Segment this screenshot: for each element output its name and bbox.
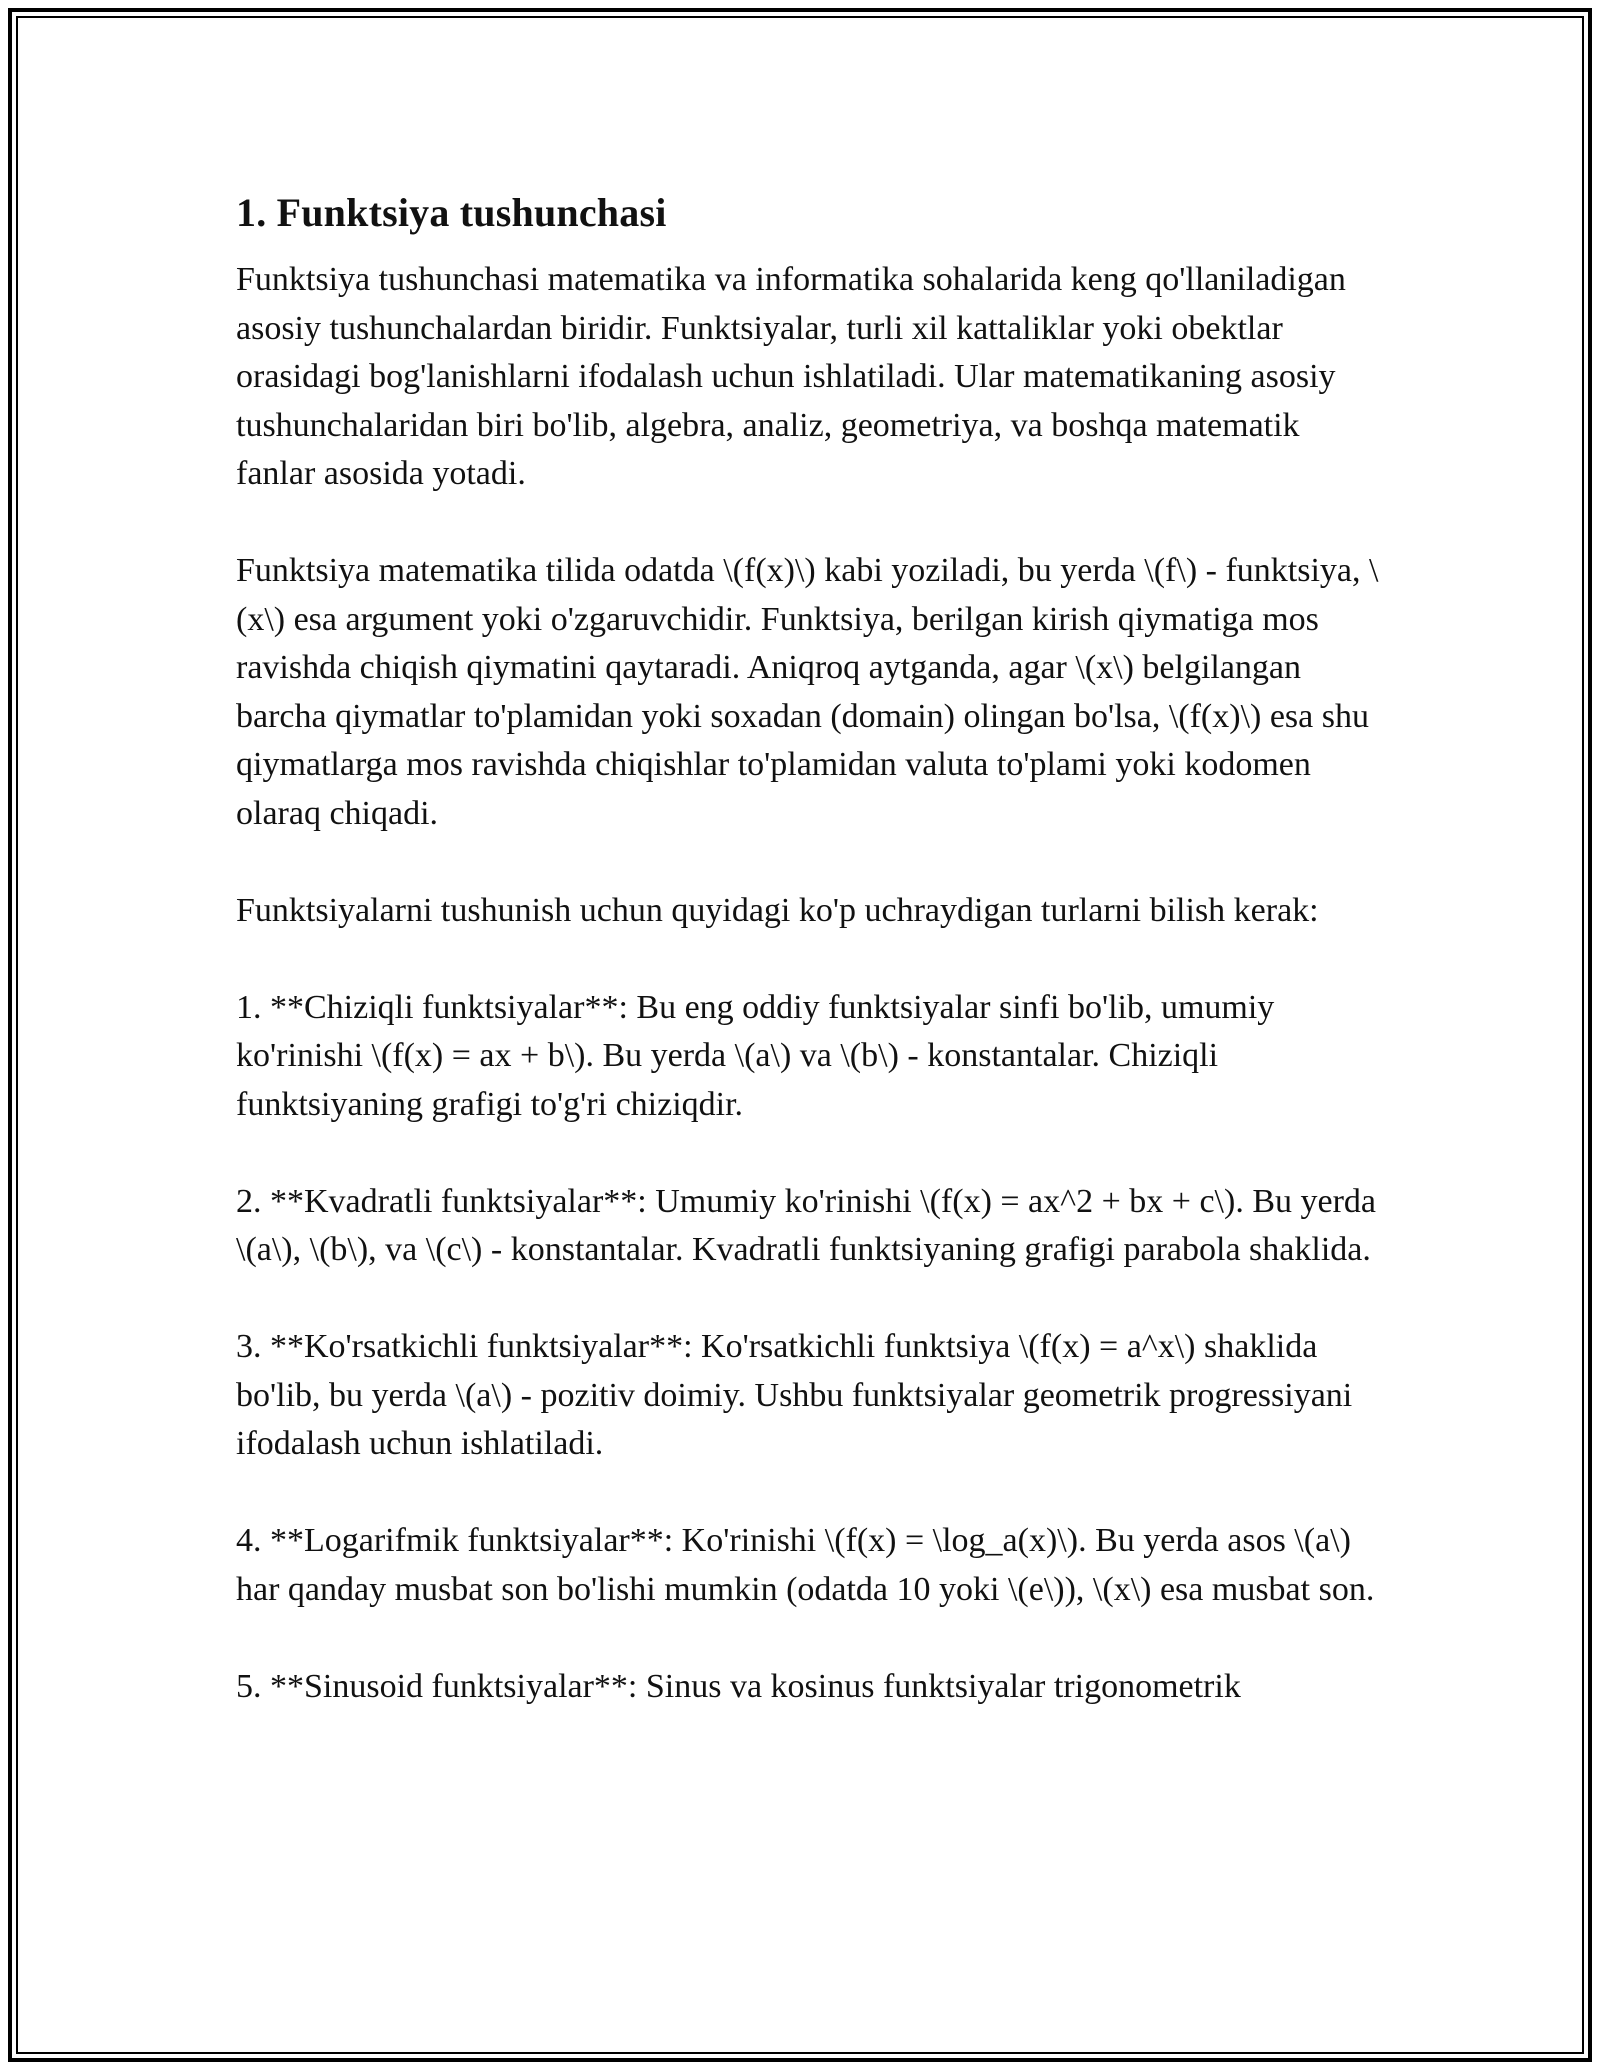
list-item-exponential: 3. **Ko'rsatkichli funktsiyalar**: Ko'rsatkichli funktsiya \(f(x) = a^x\) shaklida bo'lib, bu yerda \(a\) - pozitiv doimiy. Ushbu funktsiyalar geometrik progressiyani ifodalash uchun ishlatiladi. xyxy=(236,1328,1353,1462)
list-item-quadratic: 2. **Kvadratli funktsiyalar**: Umumiy ko'rinishi \(f(x) = ax^2 + bx + c\). Bu yerda \(a\), \(b\), va \(c\) - konstantalar. Kvadratli funktsiyaning grafigi parabola shaklida. xyxy=(236,1182,1376,1268)
list-item-logarithmic: 4. **Logarifmik funktsiyalar**: Ko'rinishi \(f(x) = \log_a(x)\). Bu yerda asos \(a\) har qanday musbat son bo'lishi mumkin (odatda 10 yoki \(e\)), \(x\) esa musbat son. xyxy=(236,1522,1375,1608)
list-item-linear: 1. **Chiziqli funktsiyalar**: Bu eng oddiy funktsiyalar sinfi bo'lib, umumiy ko'rinishi \(f(x) = ax + b\). Bu yerda \(a\) va \(b\) - konstantalar. Chiziqli funktsiyaning grafigi to'g'ri chiziqdir. xyxy=(236,988,1275,1123)
list-item-sinusoidal: 5. **Sinusoid funktsiyalar**: Sinus va kosinus funktsiyalar trigonometrik xyxy=(236,1667,1241,1705)
document-body xyxy=(236,185,1386,1760)
section-title: 1. Funktsiya tushunchasi xyxy=(236,190,667,235)
paragraph-types-intro: Funktsiyalarni tushunish uchun quyidagi ko'p uchraydigan turlarni bilish kerak: xyxy=(236,891,1319,929)
paragraph-notation: Funktsiya matematika tilida odatda \(f(x)\) kabi yoziladi, bu yerda \(f\) - funktsiya, \(x\) esa argument yoki o'zgaruvchidir. Funktsiya, berilgan kirish qiymatiga mos ravishda chiqish qiymatini qaytaradi. Aniqroq aytganda, agar \(x\) belgilangan barcha qiymatlar to'plamidan yoki soxadan (domain) olingan bo'lsa, \(f(x)\) esa shu qiymatlarga mos ravishda chiqishlar to'plamidan valuta to'plami yoki kodomen olaraq chiqadi. xyxy=(236,552,1379,832)
paragraph-intro: Funktsiya tushunchasi matematika va informatika sohalarida keng qo'llaniladigan asosiy tushunchalardan biridir. Funktsiyalar, turli xil kattaliklar yoki obektlar orasidagi bog'lanishlarni ifodalash uchun ishlatiladi. Ular matematikaning asosiy tushunchalaridan biri bo'lib, algebra, analiz, geometriya, va boshqa matematik fanlar asosida yotadi. xyxy=(236,261,1346,492)
